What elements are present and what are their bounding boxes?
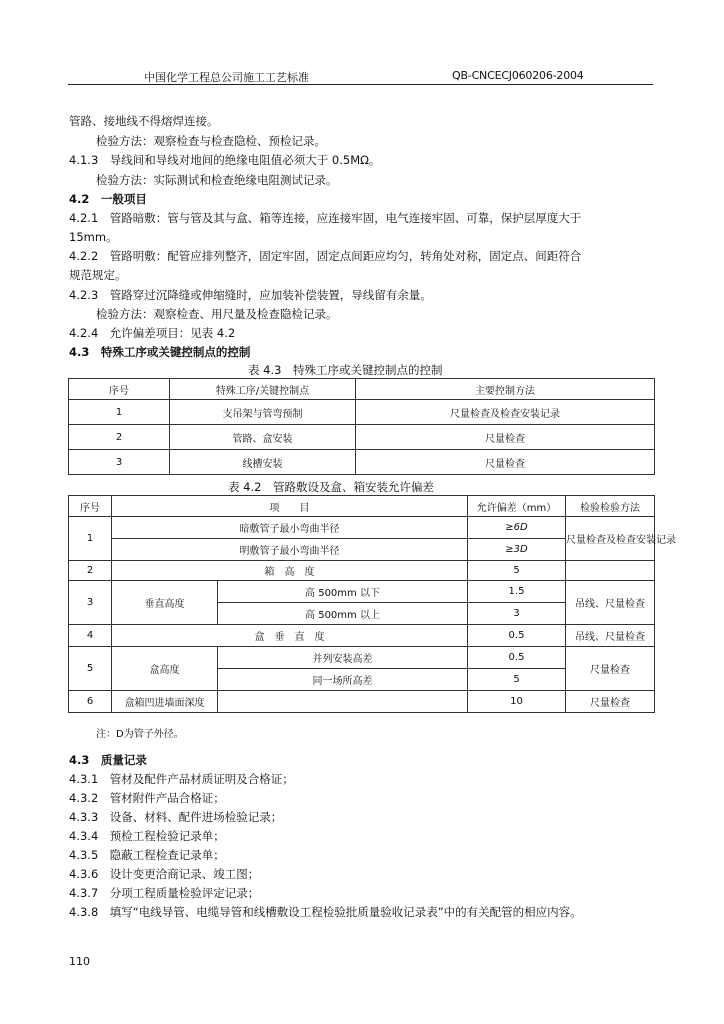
table-note: 注：D为管子外径。 (96, 729, 184, 740)
table-cell: 尺量检查 (356, 450, 655, 475)
page-number: 110 (69, 955, 90, 968)
table-cell: 盒箱凹进墙面深度 (112, 691, 218, 713)
table-cell: 5 (468, 669, 566, 691)
record-item: 4.3.3 设备、材料、配件进场检验记录； (69, 810, 283, 824)
table-cell: 尺量检查及检查安装记录 (356, 400, 655, 425)
table-cell: ≥6D (468, 517, 566, 539)
table-header-cell: 主要控制方法 (356, 379, 655, 400)
table-cell: 高 500mm 以下 (218, 581, 468, 603)
table-cell: 垂直高度 (112, 581, 218, 625)
table1-caption: 表 4.3 特殊工序或关键控制点的控制 (248, 363, 443, 377)
header-standard-code: QB-CNCECJ060206-2004 (452, 69, 584, 82)
table-cell: 6 (69, 691, 112, 713)
table-header-cell: 允许偏差（mm） (468, 496, 566, 517)
header-title: 中国化学工程总公司施工工艺标准 (144, 71, 309, 84)
record-item: 4.3.2 管材附件产品合格证； (69, 791, 225, 805)
table-row (69, 581, 655, 603)
table-cell: 3 (468, 603, 566, 625)
record-item: 4.3.5 隐蔽工程检查记录单； (69, 848, 225, 862)
table-cell (218, 691, 468, 713)
table-cell: 1 (69, 400, 170, 425)
record-item: 4.3.1 管材及配件产品材质证明及合格证； (69, 772, 294, 786)
table-cell: 尺量检查及检查安装记录 (566, 517, 655, 561)
body-line: 15mm。 (69, 230, 118, 244)
table-cell: 0.5 (468, 625, 566, 647)
table-row (69, 425, 655, 450)
table-cell: 尺量检查 (566, 691, 655, 713)
body-line: 4.1.3 导线间和导线对地间的绝缘电阻值必须大于 0.5MΩ。 (69, 153, 381, 167)
table-cell: 3 (69, 581, 112, 625)
table-cell: 吊线、尺量检查 (566, 625, 655, 647)
table-cell: 支吊架与管弯预制 (170, 400, 356, 425)
table-cell: 吊线、尺量检查 (566, 581, 655, 625)
body-line: 管路、接地线不得熔焊连接。 (69, 114, 219, 128)
table-cell: 尺量检查 (356, 425, 655, 450)
table-cell: 盒高度 (112, 647, 218, 691)
table-header-cell: 序号 (69, 496, 112, 517)
table-cell: 尺量检查 (566, 647, 655, 691)
tolerance-table (68, 495, 676, 713)
table-cell: 0.5 (468, 647, 566, 669)
table-cell (566, 561, 655, 581)
table-cell: 2 (69, 561, 112, 581)
table-row (69, 647, 655, 669)
table-cell: 线槽安装 (170, 450, 356, 475)
body-line: 4.2.2 管路明敷：配管应排列整齐，固定牢固，固定点间距应均匀，转角处对称，固定点、间距符合 (69, 249, 582, 263)
table-cell: 5 (468, 561, 566, 581)
body-line: 4.2.3 管路穿过沉降缝或伸缩缝时，应加装补偿装置，导线留有余量。 (69, 288, 432, 302)
table-cell: 同一场所高差 (218, 669, 468, 691)
body-line: 检验方法：观察检查、用尺量及检查隐检记录。 (96, 307, 338, 321)
table-header-cell: 项 目 (112, 496, 468, 517)
table-cell: 10 (468, 691, 566, 713)
table-row (69, 561, 655, 581)
table-row (69, 517, 655, 539)
table-cell: 并列安装高差 (218, 647, 468, 669)
record-item: 4.3.7 分项工程质量检验评定记录； (69, 886, 260, 900)
table-cell: 3 (69, 450, 170, 475)
table-cell: 高 500mm 以上 (218, 603, 468, 625)
record-item: 4.3.4 预检工程检验记录单； (69, 829, 225, 843)
table-row (69, 691, 655, 713)
control-points-table (68, 378, 655, 475)
table-cell: 管路、盒安装 (170, 425, 356, 450)
body-line: 检验方法：实际测试和检查绝缘电阻测试记录。 (96, 173, 338, 187)
records-heading: 4.3 质量记录 (69, 753, 147, 767)
body-line: 4.2.1 管路暗敷：管与管及其与盒、箱等连接，应连接牢固，电气连接牢固、可靠，保护层厚度大于 (69, 211, 582, 225)
table2-caption: 表 4.2 管路敷设及盒、箱安装允许偏差 (228, 480, 434, 494)
table-cell: 暗敷管子最小弯曲半径 (112, 517, 468, 539)
body-line: 规范规定。 (69, 268, 127, 282)
table-cell: 1 (69, 517, 112, 561)
record-item: 4.3.6 设计变更洽商记录、竣工图； (69, 867, 260, 881)
table-header-cell: 检验检验方法 (566, 496, 655, 517)
table-cell: ≥3D (468, 539, 566, 561)
body-line: 4.2.4 允许偏差项目：见表 4.2 (69, 326, 236, 340)
table-header-cell: 序号 (69, 379, 170, 400)
table-row (69, 400, 655, 425)
table-cell: 盒 垂 直 度 (112, 625, 468, 647)
table-cell: 箱 高 度 (112, 561, 468, 581)
header-divider (68, 84, 653, 85)
table-cell: 2 (69, 425, 170, 450)
section-heading: 4.3 特殊工序或关键控制点的控制 (69, 345, 251, 359)
table-header-row (69, 496, 655, 517)
body-line: 检验方法：观察检查与检查隐检、预检记录。 (96, 134, 326, 148)
section-heading: 4.2 一般项目 (69, 192, 147, 206)
table-row (69, 450, 655, 475)
table-row (69, 625, 655, 647)
table-cell: 1.5 (468, 581, 566, 603)
record-item: 4.3.8 填写“电线导管、电缆导管和线槽敷设工程检验批质量验收记录表”中的有关配管的相应内容。 (69, 905, 582, 919)
table-cell: 5 (69, 647, 112, 691)
table-header-row (69, 379, 655, 400)
table-cell: 明敷管子最小弯曲半径 (112, 539, 468, 561)
table-cell: 4 (69, 625, 112, 647)
table-header-cell: 特殊工序/关键控制点 (170, 379, 356, 400)
